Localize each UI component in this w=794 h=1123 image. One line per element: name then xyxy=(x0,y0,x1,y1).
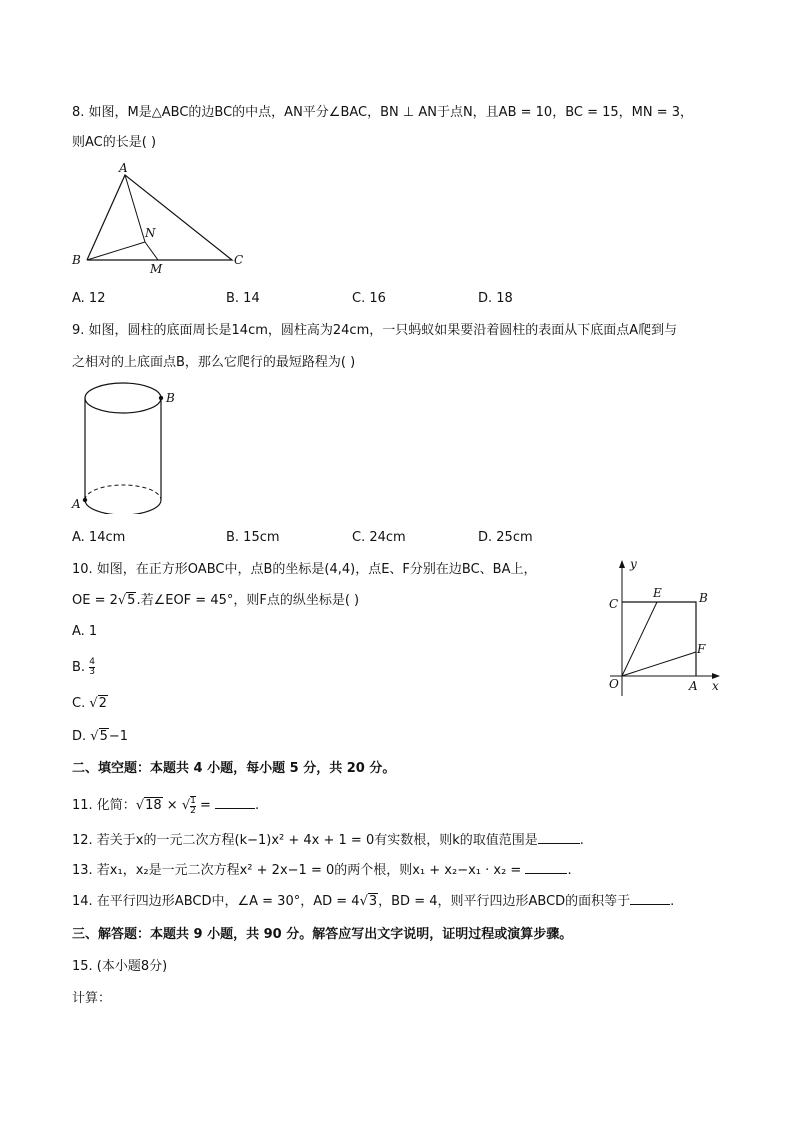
q10-condition-text: .若∠EOF = 45°，则F点的纵坐标是( ) xyxy=(136,593,360,608)
label-A: A xyxy=(689,679,698,693)
q10-option-b-prefix: B. xyxy=(72,660,86,675)
q14-radicand: 3 xyxy=(368,894,378,909)
label-B: B xyxy=(72,253,81,267)
q10-oe-radicand: 5 xyxy=(127,593,136,608)
label-M: M xyxy=(150,262,163,276)
q14-text-a: 14. 在平行四边形ABCD中，∠A = 30°，AD = 4 xyxy=(72,894,360,909)
label-A: A xyxy=(72,497,81,511)
label-B: B xyxy=(699,591,708,605)
label-A: A xyxy=(119,161,128,175)
q10-option-d-suffix: −1 xyxy=(108,729,129,744)
q10-option-c-radicand: 2 xyxy=(98,696,107,711)
q12-answer-blank[interactable] xyxy=(538,843,580,844)
q10-option-d-radicand: 5 xyxy=(99,729,108,744)
section-2-heading: 二、填空题：本题共 4 小题，每小题 5 分，共 20 分。 xyxy=(72,761,396,776)
q10-stem-line1: 10. 如图，在正方形OABC中，点B的坐标是(4,4)，点E、F分别在边BC、BA上， xyxy=(72,562,537,577)
q8-option-c: C. 16 xyxy=(352,291,386,306)
q14-stem xyxy=(72,893,674,911)
q8-option-a: A. 12 xyxy=(72,291,106,306)
q11-prefix: 11. 化简： xyxy=(72,798,136,813)
sqrt-symbol: √ xyxy=(90,729,99,744)
label-C: C xyxy=(609,597,619,611)
q15-text: 计算： xyxy=(72,991,112,1006)
q9-option-c: C. 24cm xyxy=(352,530,406,545)
point-A xyxy=(83,498,87,502)
y-axis-arrow xyxy=(619,560,625,568)
q13-stem xyxy=(72,862,572,880)
q8-stem-line2: 则AC的长是( ) xyxy=(72,135,157,150)
q13-answer-blank[interactable] xyxy=(525,873,567,874)
sqrt-symbol: √ xyxy=(181,798,191,813)
cylinder-bottom-front xyxy=(85,500,161,514)
label-F: F xyxy=(697,642,706,656)
section-3-heading: 三、解答题：本题共 9 小题，共 90 分。解答应写出文字说明，证明过程或演算步骤。 xyxy=(72,927,573,942)
q10-option-b xyxy=(72,656,95,680)
q14-answer-blank[interactable] xyxy=(630,904,670,905)
segment-OF xyxy=(622,652,696,676)
q10-option-d xyxy=(72,728,128,746)
q9-stem-line2: 之相对的上底面点B，那么它爬行的最短路程为( ) xyxy=(72,355,356,370)
q11-stem xyxy=(72,794,259,818)
q12-text: 12. 若关于x的一元二次方程(k−1)x² + 4x + 1 = 0有实数根，则k的取值范围是 xyxy=(72,833,538,848)
q8-option-d: D. 18 xyxy=(478,291,513,306)
q11-equals: = xyxy=(195,798,216,813)
q8-option-b: B. 14 xyxy=(226,291,260,306)
q13-text: 13. 若x₁，x₂是一元二次方程x² + 2x−1 = 0的两个根，则x₁ + x₂−x₁ · x₂ = xyxy=(72,863,526,878)
q11-radicand: 18 xyxy=(145,798,162,813)
q11-times: × xyxy=(162,798,182,813)
q10-square-figure xyxy=(600,556,728,702)
sqrt-symbol: √ xyxy=(359,894,368,909)
label-O: O xyxy=(609,677,619,691)
segment-OE xyxy=(622,602,657,676)
q10-option-a: A. 1 xyxy=(72,624,98,639)
q8-stem-line1: 8. 如图，M是△ABC的边BC的中点，AN平分∠BAC，BN ⊥ AN于点N，且AB = 10，BC = 15，MN = 3， xyxy=(72,105,694,120)
cylinder-bottom-back xyxy=(85,485,161,500)
fraction-numerator: 4 xyxy=(89,657,95,667)
label-x: x xyxy=(712,679,719,693)
q13-end: . xyxy=(567,863,572,878)
sqrt-symbol: √ xyxy=(117,593,127,608)
q10-option-c xyxy=(72,695,108,713)
segment-AN xyxy=(125,175,145,242)
segment-NM xyxy=(145,242,158,260)
q14-text-b: ，BD = 4，则平行四边形ABCD的面积等于 xyxy=(378,894,631,909)
q10-option-b-fraction xyxy=(89,658,95,677)
fraction-numerator: 1 xyxy=(190,795,196,806)
fraction-denominator: 3 xyxy=(89,667,95,677)
q11-end: . xyxy=(255,798,260,813)
q14-end: . xyxy=(670,894,675,909)
q10-stem-line2 xyxy=(72,592,359,610)
q9-option-d: D. 25cm xyxy=(478,530,533,545)
q9-cylinder-figure xyxy=(66,378,186,514)
sqrt-symbol: √ xyxy=(89,696,98,711)
q10-oe-text: OE = 2 xyxy=(72,593,118,608)
q9-option-a: A. 14cm xyxy=(72,530,126,545)
triangle-outline xyxy=(87,175,232,260)
label-y: y xyxy=(630,557,637,571)
q9-option-b: B. 15cm xyxy=(226,530,280,545)
label-C: C xyxy=(234,253,244,267)
label-B: B xyxy=(166,391,175,405)
square-OABC xyxy=(622,602,696,676)
q8-triangle-figure xyxy=(66,160,256,278)
segment-BN xyxy=(87,242,145,260)
sqrt-symbol: √ xyxy=(135,798,145,813)
q12-end: . xyxy=(579,833,584,848)
q10-option-c-prefix: C. xyxy=(72,696,86,711)
q12-stem xyxy=(72,832,584,850)
label-N: N xyxy=(145,226,156,240)
q11-answer-blank[interactable] xyxy=(215,808,255,809)
point-B xyxy=(159,396,163,400)
q15-title: 15. (本小题8分) xyxy=(72,959,168,974)
fraction-denominator: 2 xyxy=(190,805,196,816)
label-E: E xyxy=(653,586,662,600)
q10-option-d-prefix: D. xyxy=(72,729,87,744)
cylinder-top xyxy=(85,383,161,413)
q9-stem-line1: 9. 如图，圆柱的底面周长是14cm，圆柱高为24cm，一只蚂蚁如果要沿着圆柱的表面从下底面点A爬到与 xyxy=(72,323,678,338)
